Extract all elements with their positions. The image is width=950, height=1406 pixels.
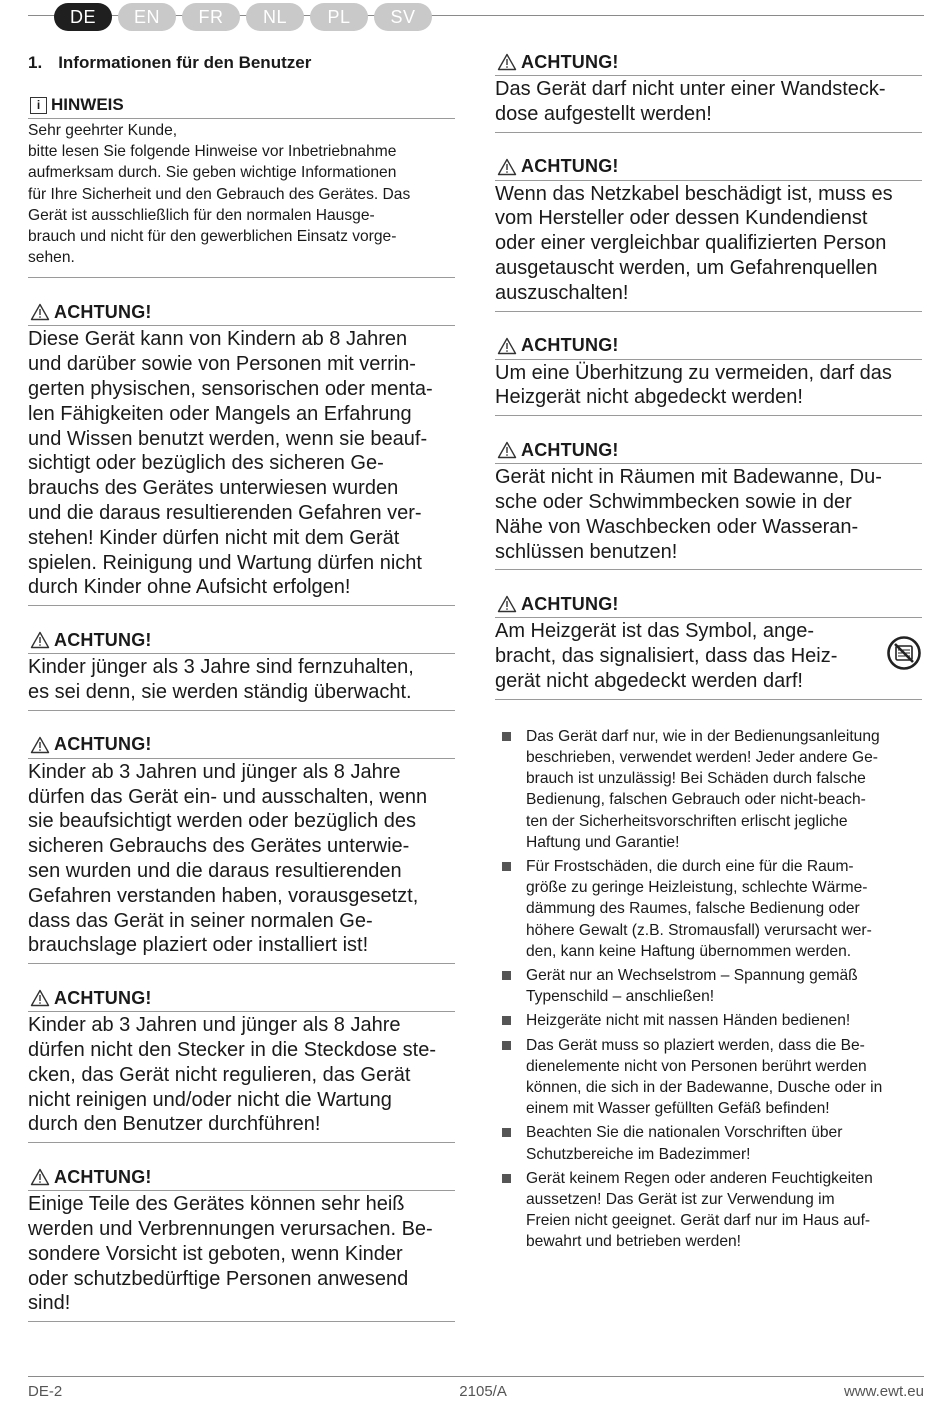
warning-header	[28, 1165, 455, 1189]
hint-line: bitte lesen Sie folgende Hinweise vor Inbetriebnahme	[28, 143, 397, 161]
warning-line: stehen! Kinder dürfen nicht mit dem Gerät	[28, 526, 400, 549]
warning-text	[495, 464, 922, 570]
bullet-line: höhere Gewalt (z.B. Stromausfall) verursacht wer-	[526, 921, 872, 939]
bullet-square-icon	[502, 1041, 511, 1050]
hint-text	[28, 120, 455, 268]
section-number: 1.	[28, 53, 43, 72]
language-tab-de[interactable]: DE	[54, 3, 112, 31]
warning-line: ausgetauscht werden, um Gefahrenquellen	[495, 256, 878, 279]
hint-header	[28, 93, 455, 117]
warning-line: sen wurden und die daraus resultierenden	[28, 859, 402, 882]
bullet-line: Für Frostschäden, die durch eine für die Raum-	[526, 857, 854, 875]
warning-label: ACHTUNG!	[521, 51, 619, 72]
warning-text-lines	[495, 619, 870, 693]
warning-label: ACHTUNG!	[54, 1166, 152, 1187]
warning-line: und die daraus resultierenden Gefahren ver-	[28, 502, 422, 524]
language-tabs	[54, 3, 432, 31]
warning-line: oder schutzbedürftige Personen anwesend	[28, 1267, 409, 1290]
warning-line: Gerät nicht in Räumen mit Badewanne, Du-	[495, 466, 882, 489]
warning-line: spielen. Reinigung und Wartung dürfen nicht	[28, 551, 422, 574]
warning-line: Kinder jünger als 3 Jahre sind fernzuhalten,	[28, 656, 414, 679]
bullet-square-icon	[502, 971, 511, 980]
warning-line: brauchs des Gerätes unterwiesen wurden	[28, 477, 399, 500]
right-warnings	[495, 50, 922, 700]
warning-header	[28, 300, 455, 324]
left-warnings	[28, 300, 455, 1322]
bullet-line: Schutzbereiche im Badezimmer!	[526, 1145, 751, 1163]
language-tab-en[interactable]: EN	[118, 3, 176, 31]
language-tab-pl[interactable]: PL	[310, 3, 368, 31]
warning-label: ACHTUNG!	[54, 987, 152, 1008]
hint-line: sehen.	[28, 249, 75, 267]
bullet-item	[495, 1122, 922, 1164]
warning-label: ACHTUNG!	[54, 629, 152, 650]
warning-header	[495, 155, 922, 179]
warning-header	[28, 628, 455, 652]
bullet-square-icon	[502, 1016, 511, 1025]
warning-block	[28, 1165, 455, 1322]
warning-triangle-icon	[30, 736, 50, 754]
bullet-item	[495, 726, 922, 853]
warning-line: oder einer vergleichbar qualifizierten Person	[495, 232, 887, 255]
warning-label: ACHTUNG!	[54, 301, 152, 322]
warning-line: werden und Verbrennungen verursachen. Be-	[28, 1217, 433, 1240]
warning-line: Gefahren verstanden haben, vorausgesetzt,	[28, 884, 419, 907]
warning-block	[495, 50, 922, 133]
section-title	[28, 53, 455, 73]
info-icon: i	[30, 97, 47, 114]
warning-text	[28, 326, 455, 606]
warning-label: ACHTUNG!	[521, 335, 619, 356]
warning-line: und darüber sowie von Personen mit verrin-	[28, 353, 416, 376]
warning-line: dürfen nicht den Stecker in die Steckdose ste-	[28, 1038, 437, 1061]
warning-header	[495, 438, 922, 462]
bullet-item	[495, 1010, 922, 1031]
footer-url: www.ewt.eu	[843, 1383, 924, 1400]
warning-text	[495, 618, 922, 699]
hint-line: brauch und nicht für den gewerblichen Einsatz vorge-	[28, 228, 397, 246]
warning-line: Kinder ab 3 Jahren und jünger als 8 Jahre	[28, 1014, 401, 1037]
warning-text	[495, 360, 922, 417]
bullet-line: Das Gerät darf nur, wie in der Bedienungsanleitung	[526, 727, 880, 745]
bullet-line: Gerät nur an Wechselstrom – Spannung gemäß	[526, 966, 858, 984]
warning-line: cken, das Gerät nicht regulieren, das Gerät	[28, 1063, 411, 1086]
warning-label: ACHTUNG!	[521, 439, 619, 460]
warning-header	[495, 334, 922, 358]
warning-line: bracht, das signalisiert, dass das Heiz-	[495, 645, 838, 668]
warning-text	[28, 1191, 455, 1322]
bullet-square-icon	[502, 732, 511, 741]
bullet-line: einem mit Wasser gefüllten Gefäß befinden!	[526, 1100, 830, 1118]
warning-label: ACHTUNG!	[521, 156, 619, 177]
warning-header	[495, 50, 922, 74]
bullet-item	[495, 965, 922, 1007]
warning-line: sichtigt oder bezüglich des sicheren Ge-	[28, 452, 384, 475]
warning-label: ACHTUNG!	[54, 734, 152, 755]
bullet-list	[495, 726, 922, 1253]
warning-line: schlüssen benutzen!	[495, 540, 678, 563]
warning-line: sicheren Gebrauchs des Gerätes unterwie-	[28, 835, 410, 858]
warning-triangle-icon	[30, 303, 50, 321]
bullet-line: können, die sich in der Badewanne, Dusche oder in	[526, 1079, 883, 1096]
bullet-line: dienelemente nicht von Personen berührt werden	[526, 1057, 867, 1075]
warning-text	[495, 76, 922, 133]
warning-line: sie beaufsichtigt werden oder bezüglich des	[28, 810, 417, 833]
warning-text	[28, 759, 455, 964]
warning-line: auszuschalten!	[495, 281, 629, 304]
warning-line: Heizgerät nicht abgedeckt werden!	[495, 386, 803, 409]
warning-line: sche oder Schwimmbecken sowie in der	[495, 490, 852, 513]
warning-line: Kinder ab 3 Jahren und jünger als 8 Jahre	[28, 760, 401, 783]
warning-triangle-icon	[497, 337, 517, 355]
warning-block	[28, 628, 455, 711]
warning-line: dose aufgestellt werden!	[495, 102, 712, 125]
bullet-line: Gerät keinem Regen oder anderen Feuchtigkeiten	[526, 1169, 873, 1187]
right-column	[495, 50, 922, 1256]
warning-line: und Wissen benutzt werden, wenn sie beauf-	[28, 427, 428, 450]
bullet-line: Freien nicht geeignet. Gerät darf nur im Haus auf-	[526, 1212, 871, 1230]
warning-line: len Fähigkeiten oder Mangels an Erfahrung	[28, 402, 412, 425]
bullet-line: bewahrt und betrieben werden!	[526, 1233, 741, 1251]
warning-block	[495, 592, 922, 699]
warning-line: durch den Benutzer durchführen!	[28, 1113, 321, 1136]
footer-code: 2105/A	[459, 1383, 507, 1400]
footer-page-number: DE-2	[28, 1383, 63, 1400]
warning-triangle-icon	[30, 1168, 50, 1186]
warning-block	[28, 733, 455, 964]
bullet-line: ten der Sicherheitsvorschriften erlischt jegliche	[526, 812, 848, 830]
bullet-line: Beachten Sie die nationalen Vorschriften über	[526, 1124, 843, 1142]
warning-triangle-icon	[497, 441, 517, 459]
bullet-line: Typenschild – anschließen!	[526, 988, 715, 1006]
warning-text	[495, 181, 922, 312]
warning-text	[28, 654, 455, 711]
bullet-line: Das Gerät muss so plaziert werden, dass die Be-	[526, 1036, 865, 1054]
warning-line: Wenn das Netzkabel beschädigt ist, muss es	[495, 182, 893, 205]
bullet-item	[495, 1168, 922, 1253]
language-tab-fr[interactable]: FR	[182, 3, 240, 31]
hint-line: Gerät ist ausschließlich für den normalen Hausge-	[28, 206, 375, 224]
warning-block	[495, 438, 922, 570]
bullet-line: brauch ist unzulässig! Bei Schäden durch falsche	[526, 770, 866, 788]
warning-block	[495, 334, 922, 417]
warning-line: gerät nicht abgedeckt werden darf!	[495, 669, 803, 692]
warning-triangle-icon	[497, 595, 517, 613]
bullet-line: Haftung und Garantie!	[526, 833, 680, 851]
warning-header	[28, 986, 455, 1010]
warning-line: dürfen das Gerät ein- und ausschalten, wenn	[28, 785, 428, 808]
warning-block	[28, 300, 455, 606]
warning-line: brauchslage plaziert oder installiert ist!	[28, 934, 369, 957]
left-column	[28, 50, 455, 1322]
warning-triangle-icon	[30, 631, 50, 649]
hint-rule	[28, 118, 455, 119]
hint-line: Sehr geehrter Kunde,	[28, 122, 178, 139]
bullet-line: dämmung des Raumes, falsche Bedienung oder	[526, 900, 860, 918]
warning-line: vom Hersteller oder dessen Kundendienst	[495, 207, 868, 230]
warning-line: durch Kinder ohne Aufsicht erfolgen!	[28, 576, 351, 599]
bullet-line: aussetzen! Das Gerät ist zur Verwendung im	[526, 1191, 835, 1209]
warning-line: Am Heizgerät ist das Symbol, ange-	[495, 620, 815, 643]
warning-line: Diese Gerät kann von Kindern ab 8 Jahren	[28, 328, 408, 351]
warning-line: gerten physischen, sensorischen oder menta-	[28, 378, 433, 401]
warning-line: sondere Vorsicht ist geboten, wenn Kinder	[28, 1242, 403, 1265]
bullet-item	[495, 856, 922, 962]
warning-header	[495, 592, 922, 616]
bullet-line: Heizgeräte nicht mit nassen Händen bedienen!	[526, 1012, 851, 1030]
warning-triangle-icon	[30, 989, 50, 1007]
warning-line: Um eine Überhitzung zu vermeiden, darf das	[495, 361, 892, 384]
hint-block	[28, 93, 455, 278]
warning-line: es sei denn, sie werden ständig überwacht.	[28, 680, 412, 703]
bullet-line: größe zu geringe Heizleistung, schlechte Wärme-	[526, 879, 868, 897]
hint-label: HINWEIS	[51, 95, 124, 114]
bullet-line: Bedienung, falschen Gebrauch oder nicht-beach-	[526, 791, 866, 809]
bullet-square-icon	[502, 1128, 511, 1137]
section-heading: Informationen für den Benutzer	[58, 53, 312, 72]
warning-line: dass das Gerät in seiner normalen Ge-	[28, 909, 373, 932]
warning-line: Das Gerät darf nicht unter einer Wandsteck-	[495, 78, 886, 100]
warning-block	[495, 155, 922, 312]
warning-header	[28, 733, 455, 757]
hint-line: aufmerksam durch. Sie geben wichtige Informationen	[28, 164, 397, 182]
warning-triangle-icon	[497, 158, 517, 176]
warning-line: Einige Teile des Gerätes können sehr heiß	[28, 1193, 405, 1216]
warning-line: sind!	[28, 1292, 71, 1315]
bullet-square-icon	[502, 1174, 511, 1183]
warning-block	[28, 986, 455, 1143]
bullet-line: den, kann keine Haftung übernommen werden.	[526, 942, 852, 960]
language-tab-sv[interactable]: SV	[374, 3, 432, 31]
page-footer	[28, 1376, 924, 1400]
do-not-cover-icon	[886, 635, 922, 678]
language-bar	[28, 0, 924, 34]
language-tab-nl[interactable]: NL	[246, 3, 304, 31]
warning-line: Nähe von Waschbecken oder Wasseran-	[495, 515, 859, 538]
bullet-line: beschrieben, verwendet werden! Jeder andere Ge-	[526, 748, 878, 766]
bullet-item	[495, 1035, 922, 1120]
warning-line: nicht reinigen und/oder nicht die Wartung	[28, 1088, 392, 1111]
warning-triangle-icon	[497, 53, 517, 71]
warning-text	[28, 1012, 455, 1143]
bullet-square-icon	[502, 862, 511, 871]
hint-line: für Ihre Sicherheit und den Gebrauch des Gerätes. Das	[28, 185, 411, 203]
warning-label: ACHTUNG!	[521, 593, 619, 614]
